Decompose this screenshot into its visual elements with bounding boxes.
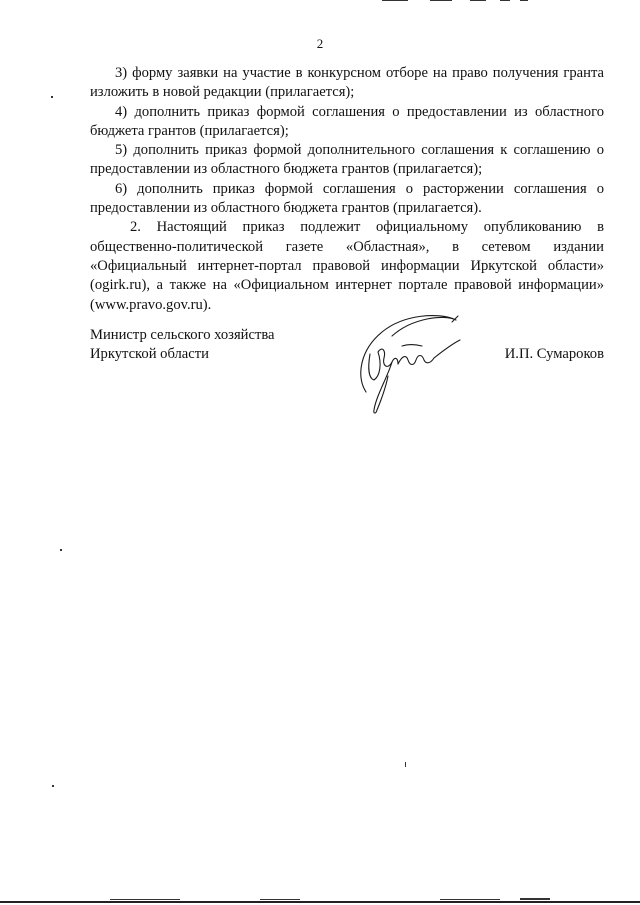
scan-speck [405, 762, 406, 767]
signer-name: И.П. Сумароков [504, 346, 604, 363]
list-item-6: 6) дополнить приказ формой соглашения о расторжении соглашения о предоставлении из областного бюджета грантов (прилагается). [90, 180, 604, 217]
scan-top-edge [0, 0, 640, 2]
list-item-4: 4) дополнить приказ формой соглашения о предоставлении из областного бюджета грантов (прилагается); [90, 103, 604, 139]
scan-bottom-edge [0, 897, 640, 905]
signer-position-line-1: Министр сельского хозяйства [90, 327, 275, 343]
scan-speck [60, 549, 62, 551]
document-body [90, 64, 604, 315]
scan-speck [51, 96, 53, 98]
handwritten-signature-icon [352, 306, 472, 416]
signer-position-line-2: Иркутской области [90, 346, 209, 363]
list-item-5: 5) дополнить приказ формой дополнительного соглашения к соглашению о предоставлении из областного бюджета грантов (прилагается); [90, 142, 604, 178]
page-number: 2 [316, 36, 324, 51]
signer-position [90, 326, 350, 365]
list-item-3: 3) форму заявки на участие в конкурсном отборе на право получения гранта изложить в новой редакции (прилагается); [90, 65, 604, 101]
signature-block [90, 326, 604, 436]
scan-speck [52, 785, 54, 787]
section-2-paragraph: 2. Настоящий приказ подлежит официальному опубликованию в общественно-политической газете «Областная», в сетевом издании «Официальный интернет-портал правовой информации Иркутской области» (ogirk.ru), а также на «Официальном интернет портале правовой информации» (www.pravo.gov.ru). [90, 219, 604, 313]
